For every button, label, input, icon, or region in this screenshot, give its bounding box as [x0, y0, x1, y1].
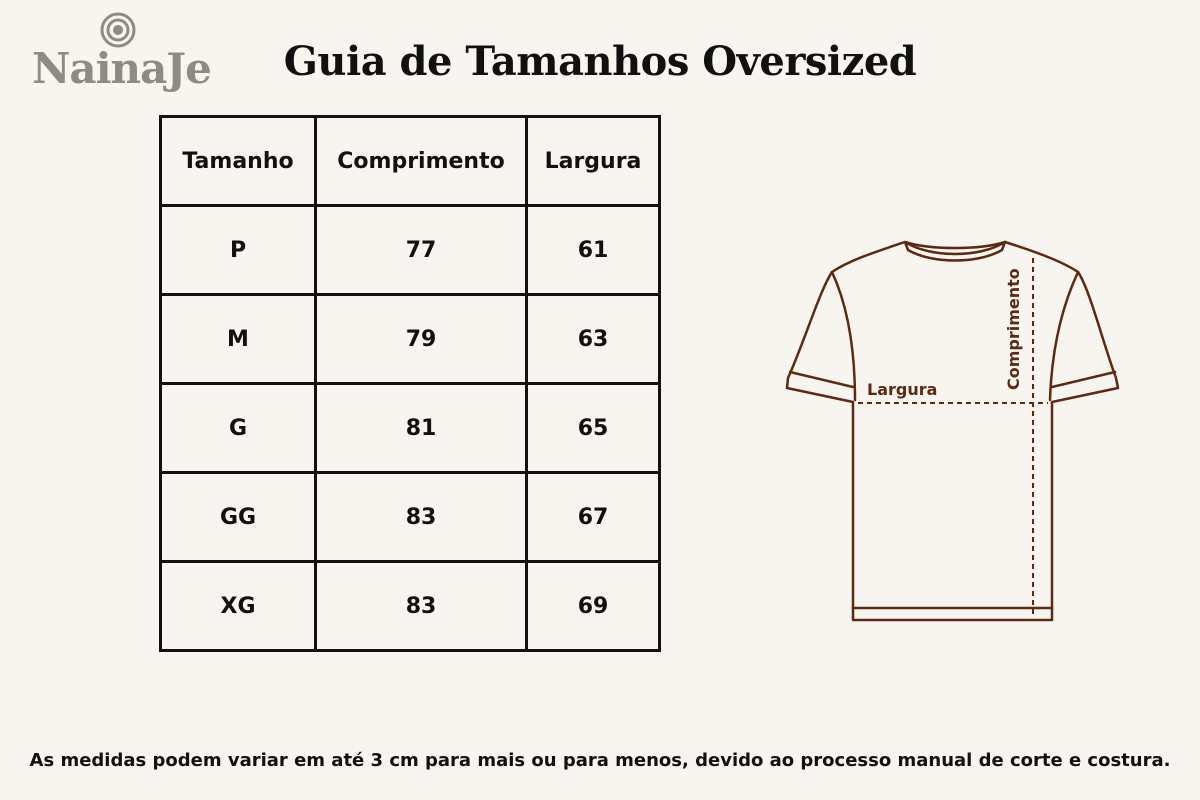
cell-size: XG: [161, 562, 316, 651]
cell-size: P: [161, 206, 316, 295]
header-width: Largura: [527, 117, 660, 206]
table-header-row: [161, 117, 660, 206]
cell-width: 67: [527, 473, 660, 562]
table-row: [161, 473, 660, 562]
cell-size: GG: [161, 473, 316, 562]
table-row: [161, 384, 660, 473]
header-size: Tamanho: [161, 117, 316, 206]
cell-width: 61: [527, 206, 660, 295]
table-row: [161, 206, 660, 295]
cell-width: 63: [527, 295, 660, 384]
footnote: As medidas podem variar em até 3 cm para mais ou para menos, devido ao processo manual de corte e costura.: [29, 750, 1171, 771]
header-length: Comprimento: [316, 117, 527, 206]
size-table: [159, 115, 661, 652]
cell-width: 69: [527, 562, 660, 651]
page-title: Guia de Tamanhos Oversized: [283, 38, 917, 85]
cell-length: 83: [316, 562, 527, 651]
tshirt-diagram: [780, 230, 1130, 630]
cell-length: 83: [316, 473, 527, 562]
width-label: Largura: [867, 380, 938, 399]
cell-size: M: [161, 295, 316, 384]
cell-length: 79: [316, 295, 527, 384]
length-label: Comprimento: [1004, 268, 1023, 390]
cell-length: 77: [316, 206, 527, 295]
cell-size: G: [161, 384, 316, 473]
cell-length: 81: [316, 384, 527, 473]
table-row: [161, 295, 660, 384]
brand-name: NainaJe: [32, 44, 211, 93]
table-row: [161, 562, 660, 651]
cell-width: 65: [527, 384, 660, 473]
